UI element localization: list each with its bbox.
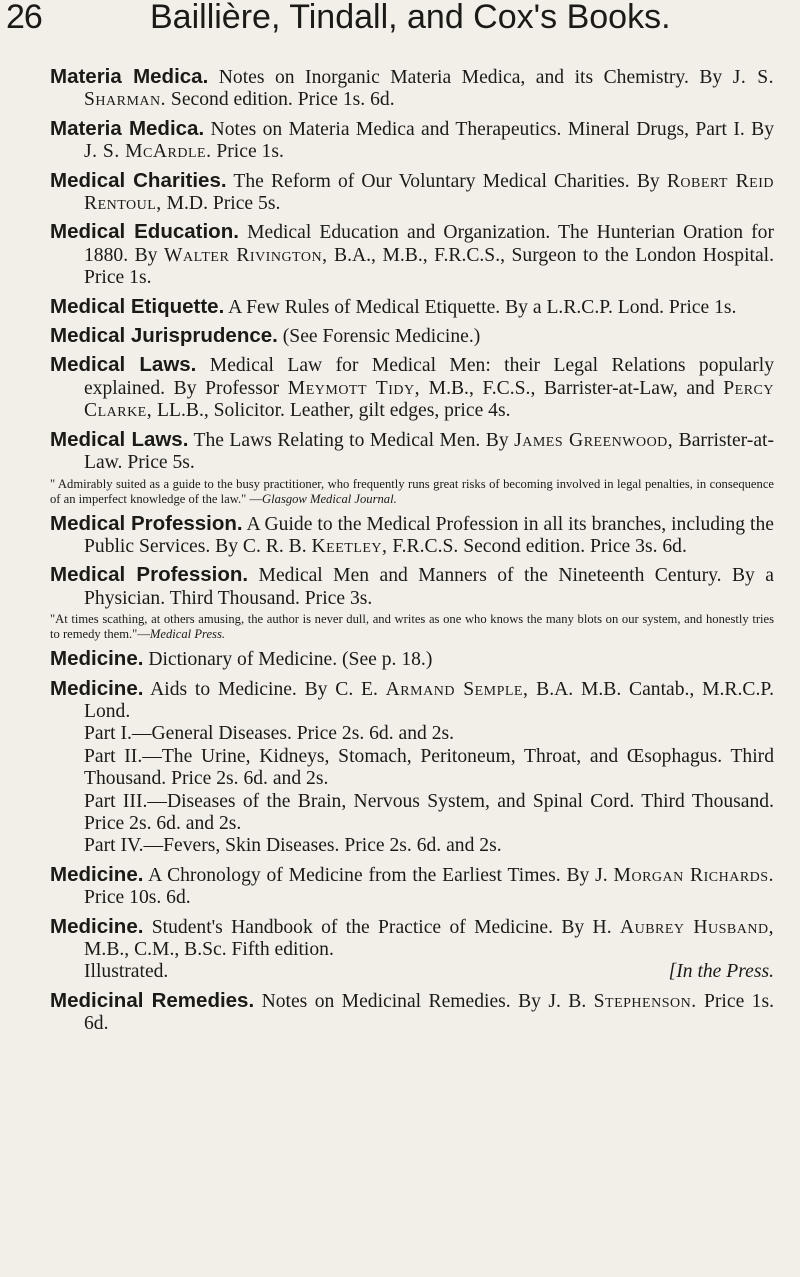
catalogue-entry [50,564,774,642]
volume-part: Part III.—Diseases of the Brain, Nervous System, and Spinal Cord. Third Thousand. Price 2s. 6d. and 2s. [84,790,774,834]
entry-details: M.B., F.C.S., Barrister-at-Law, and [420,377,724,399]
entry-details: M.D. Price 5s. [161,193,281,215]
review-quote [50,612,774,642]
entry-description: A Chronology of Medicine from the Earliest Times. By J. [148,864,614,886]
entry-description: Medical Men and Manners of the Nineteenth Century. By a Physician. Third Thousand. Price 3s. [84,565,774,609]
entry-author: Armand Semple, [385,678,529,700]
entry-description: The Laws Relating to Medical Men. By [193,429,515,451]
entry-description: (See Forensic Medicine.) [282,326,481,348]
catalogue-entry [50,296,774,319]
entry-details: B.A. M.B. Cantab., M.R.C.P. Lond. [84,678,774,722]
entry-details: Price 1s. [211,141,284,163]
catalogue-entry [50,429,774,507]
entry-description: Student's Handbook of the Practice of Medicine. By H. [151,916,620,938]
catalogue-entry [50,66,774,112]
entry-author: Robert Reid Rentoul, [84,170,774,215]
entry-details: Price 1s. 6d. [84,990,774,1035]
entry-details: F.R.C.S. Second edition. Price 3s. 6d. [387,535,687,557]
entry-description: Dictionary of Medicine. (See p. 18.) [148,649,433,671]
catalogue-entry [50,678,774,858]
page-number: 26 [6,0,42,36]
entry-heading: Medical Laws. [50,427,189,451]
review-quote-source: Medical Press. [149,627,225,642]
entry-heading: Medical Education. [50,220,239,244]
entry-heading: Medicine. [50,676,144,700]
entry-heading: Medical Laws. [50,353,197,377]
catalogue-entry [50,648,774,671]
volume-part: Part II.—The Urine, Kidneys, Stomach, Peritoneum, Throat, and Œsophagus. Third Thousand. Price 2s. 6d. and 2s. [84,745,774,790]
entry-details: B.A., M.B., F.R.C.S., Surgeon to the London Hospital. Price 1s. [84,244,774,289]
entry-details: Second edition. Price 1s. 6d. [166,89,395,111]
entry-details: Barrister-at-Law. Price 5s. [84,429,774,474]
entry-description: Notes on Medicinal Remedies. By J. B. [261,990,594,1012]
running-title: Baillière, Tindall, and Cox's Books. [150,0,671,36]
catalogue-entry [50,170,774,216]
entry-details: M.B., C.M., B.Sc. Fifth edition. [84,939,334,960]
entry-description: Notes on Inorganic Materia Medica, and its Chemistry. By [218,67,733,88]
entry-heading: Medical Profession. [50,511,243,535]
entry-author: Stephenson. [593,990,697,1012]
volume-part: Part I.—General Diseases. Price 2s. 6d. and 2s. [84,723,455,745]
entry-heading: Medical Jurisprudence. [50,324,278,348]
entry-heading: Medicinal Remedies. [50,988,255,1012]
catalogue-entry [50,354,774,422]
press-line [50,961,774,983]
volume-part: Part IV.—Fevers, Skin Diseases. Price 2s. 6d. and 2s. [84,835,502,857]
entry-heading: Medicine. [50,914,144,938]
catalogue-entry [50,916,774,984]
entry-details: Price 10s. 6d. [84,887,191,909]
entry-description: The Reform of Our Voluntary Medical Charities. By [233,170,667,192]
running-head [6,0,768,58]
in-press-note: [In the Press. [668,961,774,983]
illustrated-note: Illustrated. [84,961,169,983]
catalogue-entry [50,221,774,289]
entry-author: James Greenwood, [514,429,674,451]
entry-details: LL.B., Solicitor. Leather, gilt edges, price 4s. [152,400,511,422]
review-quote-text: " Admirably suited as a guide to the busy practitioner, who frequently runs great risks of becoming involved in legal penalties, in consequence of an imperfect knowledge of the law." — [50,476,774,506]
catalogue-entry [50,513,774,559]
review-quote-source: Glasgow Medical Journal. [262,491,397,506]
catalogue-entry [50,325,774,348]
entry-description: Medical Law for Medical Men: their Legal Relations popularly explained. By Professor [84,355,774,399]
entry-description: A Guide to the Medical Profession in all its branches, including the Public Services. By C. R. B. [84,513,774,557]
entry-heading: Medicine. [50,647,144,671]
entry-author: Morgan Richards. [613,864,774,886]
entry-description: A Few Rules of Medical Etiquette. By a L.R.C.P. Lond. Price 1s. [228,296,737,318]
catalogue-entry [50,118,774,164]
entry-author: Keetley, [311,535,388,557]
entry-heading: Medical Charities. [50,168,227,192]
entry-heading: Materia Medica. [50,116,205,140]
review-quote-text: "At times scathing, at others amusing, the author is never dull, and writes as one who knows the many blots on our system, and honestly tries to remedy them."— [50,612,774,642]
catalogue-entry [50,864,774,910]
entry-author: Aubrey Husband, [619,916,774,938]
entry-description: Medical Education and Organization. The Hunterian Oration for 1880. By [84,222,774,266]
entry-second-author: Percy Clarke, [84,377,775,422]
entry-description: Aids to Medicine. By C. E. [150,678,386,700]
entry-heading: Medical Etiquette. [50,294,225,318]
entry-heading: Medical Profession. [50,563,249,587]
entry-author: Meymott Tidy, [287,377,421,399]
entry-author: J. S. McArdle. [84,141,212,163]
catalogue-entry [50,990,774,1036]
entry-heading: Medicine. [50,862,144,886]
entry-description: Notes on Materia Medica and Therapeutics. Mineral Drugs, Part I. By [210,118,775,140]
entry-author: J. S. Sharman. [84,67,775,111]
catalogue-entries [50,66,774,1042]
entry-heading: Materia Medica. [50,65,209,88]
entry-author: Walter Rivington, [164,244,328,266]
review-quote [50,477,774,507]
